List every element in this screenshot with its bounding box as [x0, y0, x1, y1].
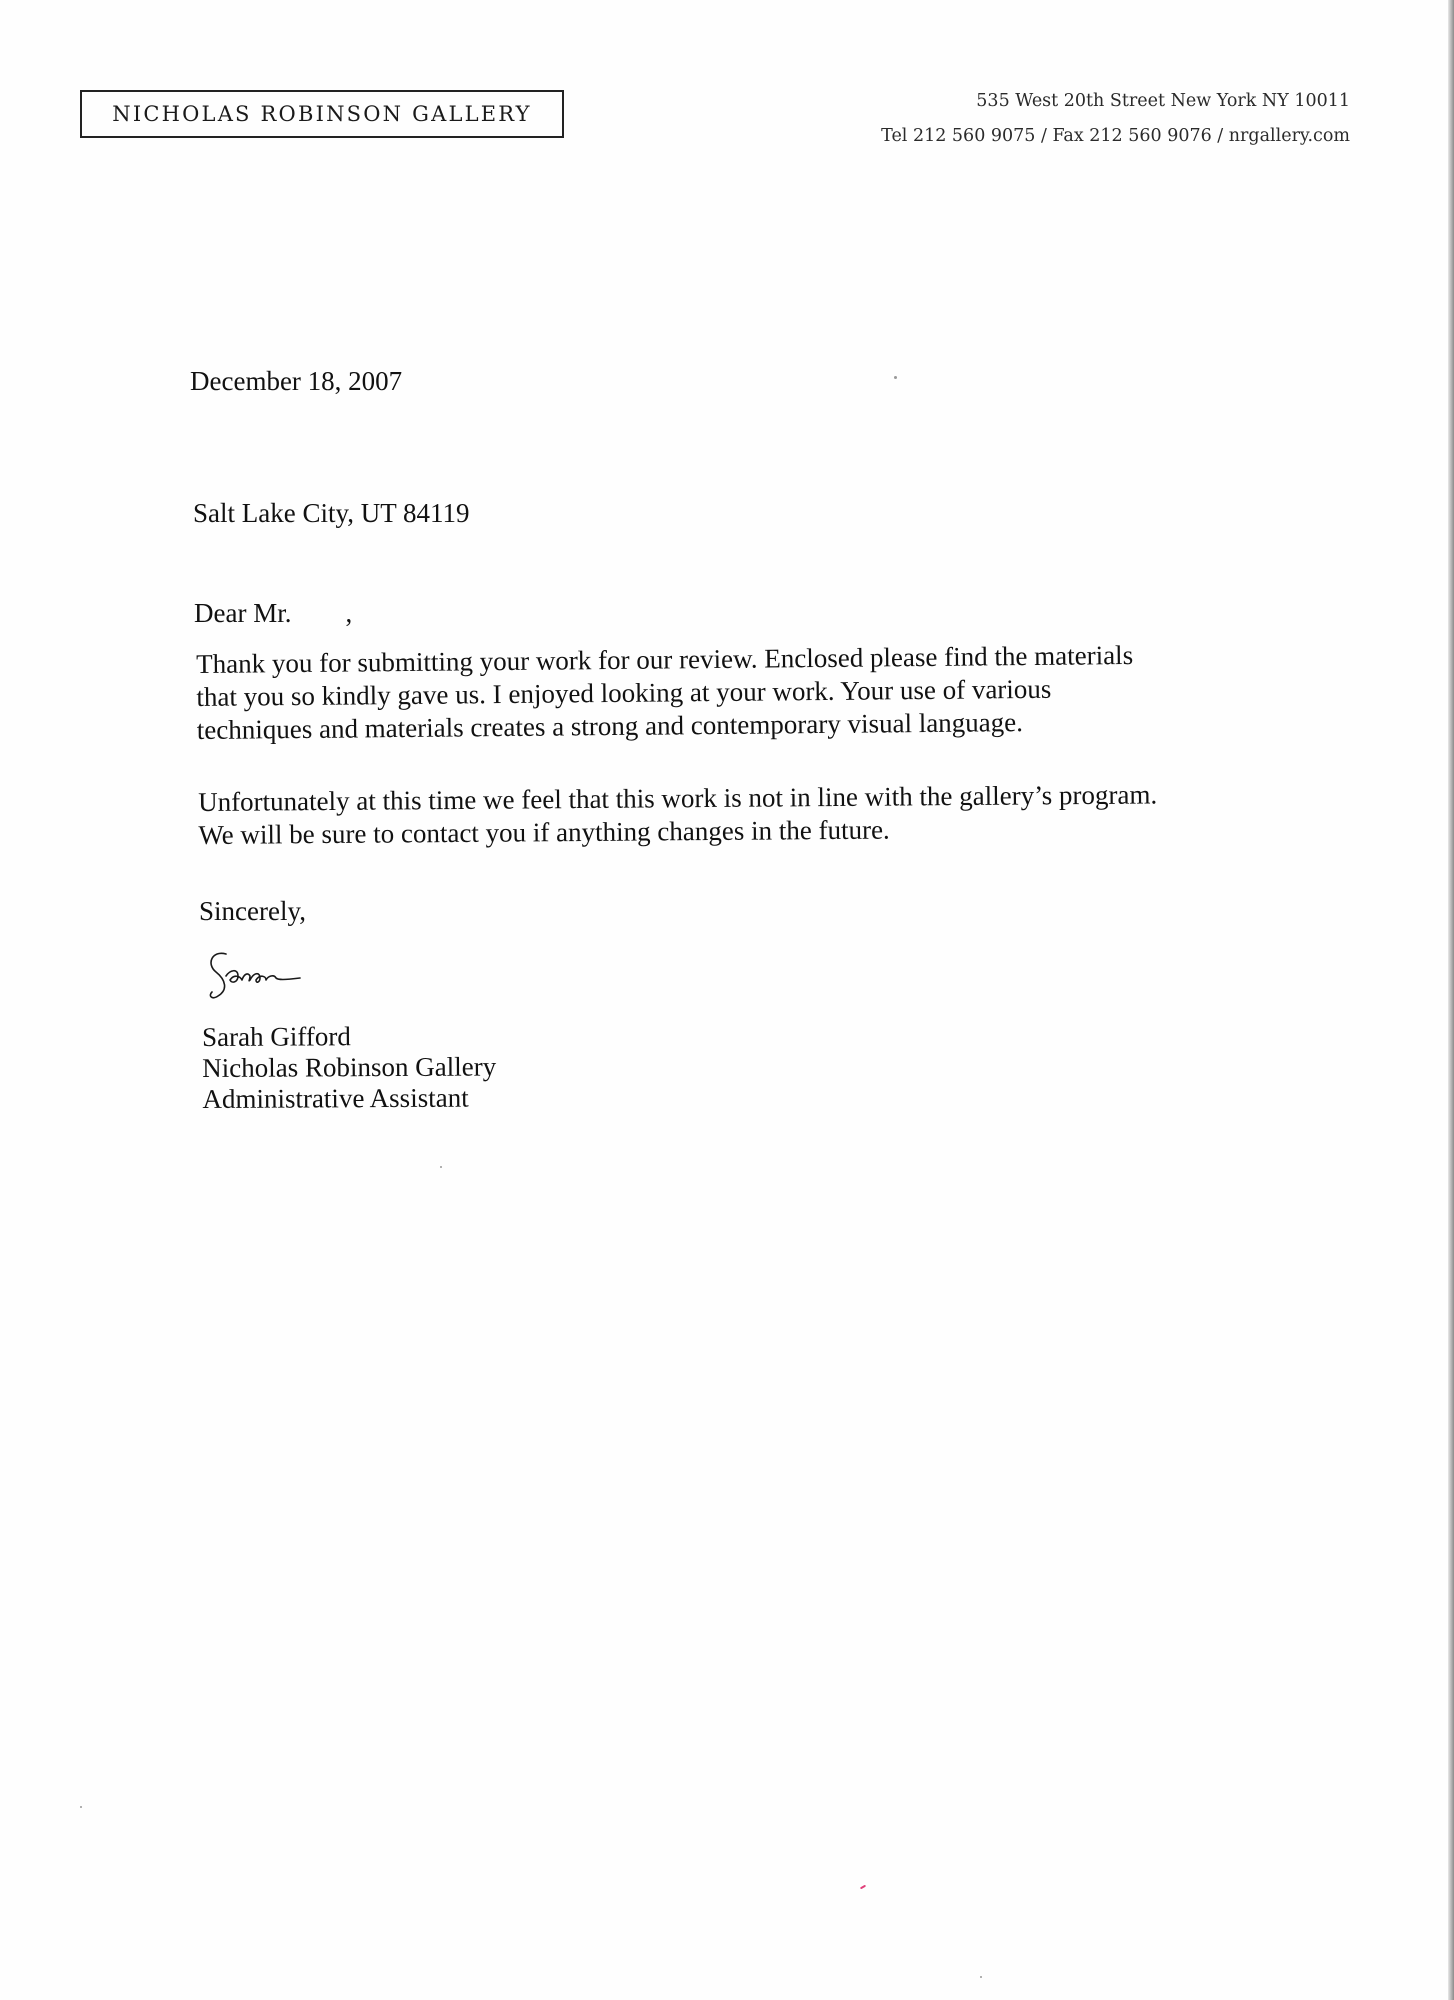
page-edge-shadow — [1448, 0, 1454, 2000]
signer-title: Administrative Assistant — [202, 1082, 469, 1114]
closing: Sincerely, — [199, 896, 306, 926]
contact-info: Tel 212 560 9075 / Fax 212 560 9076 / nrgallery.com — [881, 126, 1350, 146]
scan-speck — [860, 1885, 866, 1890]
paragraph-line: Thank you for submitting your work for our review. Enclosed please find the materials — [196, 640, 1134, 679]
signer-name: Sarah Gifford — [202, 1021, 351, 1052]
gallery-logo — [80, 90, 564, 138]
salutation: Dear Mr. , — [194, 598, 353, 628]
gallery-name: NICHOLAS ROBINSON GALLERY — [112, 102, 532, 126]
signer-organization: Nicholas Robinson Gallery — [202, 1051, 497, 1083]
handwritten-signature — [204, 946, 324, 1006]
paragraph-line: techniques and materials creates a strong and contemporary visual language. — [196, 707, 1024, 745]
scan-speck — [80, 1806, 82, 1808]
paragraph-line: Unfortunately at this time we feel that this work is not in line with the gallery’s program. — [198, 779, 1158, 817]
scan-speck — [894, 376, 897, 379]
scan-speck — [980, 1976, 982, 1978]
paragraph-2 — [198, 778, 1258, 852]
paragraph-line: We will be sure to contact you if anything changes in the future. — [198, 814, 890, 850]
signature-block — [202, 1020, 496, 1115]
paragraph-1 — [196, 638, 1217, 747]
scan-speck — [440, 1166, 442, 1168]
street-address: 535 West 20th Street New York NY 10011 — [976, 91, 1350, 111]
recipient-city: Salt Lake City, UT 84119 — [193, 498, 470, 528]
letter-date: December 18, 2007 — [190, 366, 403, 396]
paragraph-line: that you so kindly gave us. I enjoyed looking at your work. Your use of various — [196, 673, 1052, 712]
letterhead-address — [881, 84, 1350, 154]
